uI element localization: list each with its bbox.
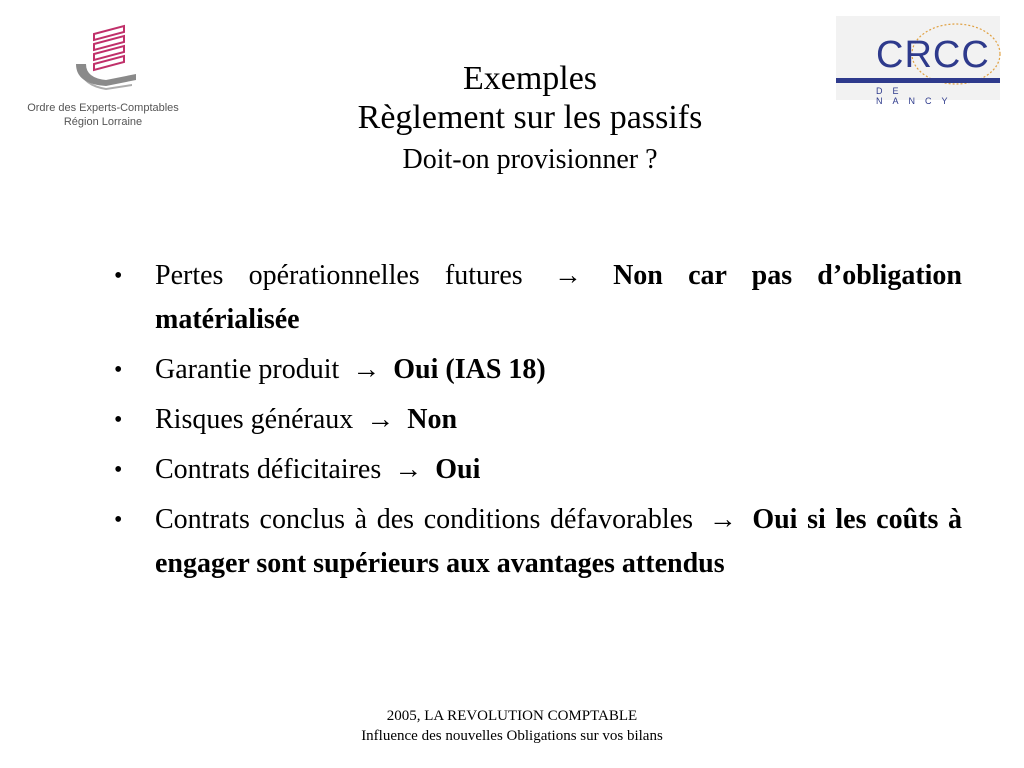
bullet-text: Pertes opérationnelles futures — [155, 260, 523, 291]
bullet-answer: Oui — [435, 454, 481, 485]
arrow-right-icon: → — [394, 454, 423, 485]
bullet-dot-icon: • — [114, 507, 123, 533]
crcc-blue-bar — [836, 78, 1000, 83]
bullet-text: Contrats déficitaires — [155, 454, 382, 485]
bullet-answer: Oui si les coûts à engager sont supérieurs aux avantages attendus — [155, 504, 962, 579]
ordre-emblem-icon — [66, 24, 146, 94]
bullet-text: Risques généraux — [155, 404, 354, 435]
bullet-text: Contrats conclus à des conditions défavorables — [155, 504, 694, 535]
bullet-answer: Non — [407, 404, 458, 435]
footer-line-2: Influence des nouvelles Obligations sur vos bilans — [361, 728, 663, 744]
bullet-text: Garantie produit — [155, 354, 340, 385]
ordre-experts-comptables-logo — [18, 24, 188, 134]
title-line-3: Doit-on provisionner ? — [402, 144, 658, 175]
bullet-dot-icon: • — [114, 457, 123, 483]
slide-title — [200, 60, 860, 182]
bullet-dot-icon: • — [114, 263, 123, 289]
bullet-answer: Oui (IAS 18) — [393, 354, 546, 385]
crcc-nancy-logo — [836, 16, 1000, 106]
bullet-item — [114, 348, 962, 392]
arrow-right-icon: → — [553, 260, 582, 291]
bullet-answer: Non car pas d’obligation matérialisée — [155, 260, 963, 335]
bullet-item — [114, 498, 962, 586]
arrow-right-icon: → — [352, 354, 381, 385]
bullet-dot-icon: • — [114, 407, 123, 433]
bullet-dot-icon: • — [114, 357, 123, 383]
title-line-1: Exemples — [462, 60, 598, 97]
crcc-wordmark: CRCC — [876, 34, 990, 76]
bullet-list — [114, 254, 962, 592]
arrow-right-icon: → — [366, 404, 395, 435]
bullet-item — [114, 254, 962, 342]
title-line-2: Règlement sur les passifs — [357, 99, 703, 136]
footer-line-1: 2005, LA REVOLUTION COMPTABLE — [386, 708, 638, 724]
bullet-item — [114, 448, 962, 492]
slide-footer — [262, 706, 762, 746]
arrow-right-icon: → — [708, 504, 737, 535]
org-name-line1: Ordre des Experts-Comptables — [27, 102, 179, 114]
org-name-line2: Région Lorraine — [63, 116, 143, 128]
crcc-city: DE NANCY — [876, 86, 958, 106]
bullet-item — [114, 398, 962, 442]
